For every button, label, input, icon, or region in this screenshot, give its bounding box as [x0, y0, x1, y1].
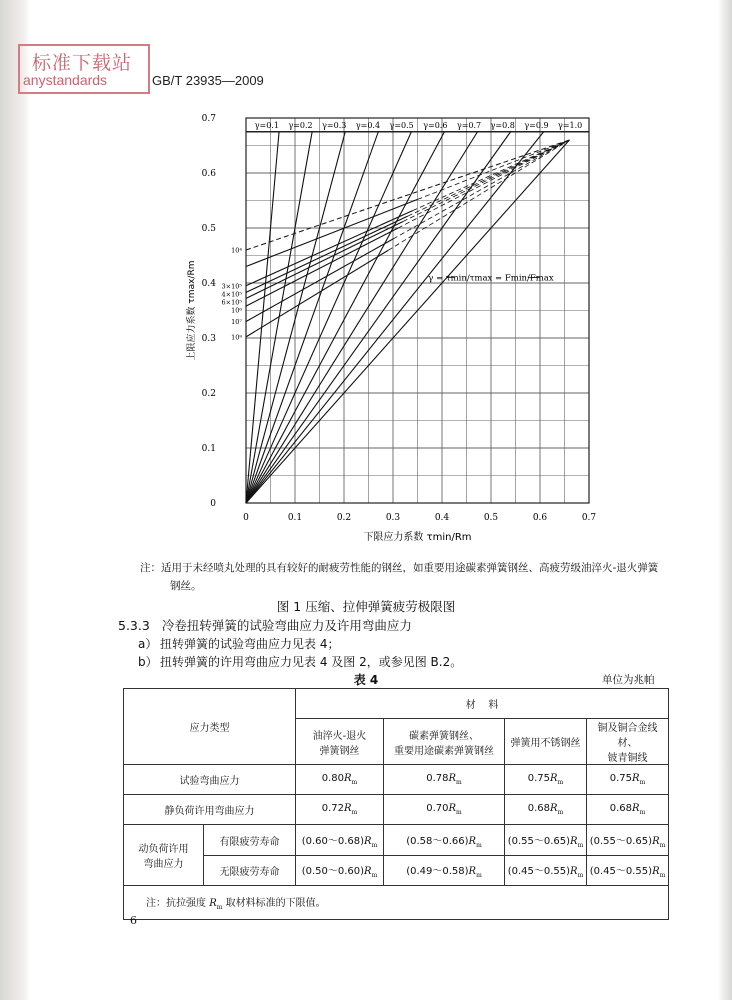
gamma-line [246, 132, 279, 503]
table-cell: $0.78R_m$ [384, 765, 505, 795]
y-tick-label: 0.5 [201, 224, 216, 234]
material-line: 重要用途碳素弹簧钢丝 [394, 745, 494, 757]
y-tick-label: 0 [210, 499, 216, 509]
table-note-row [124, 886, 669, 920]
table-cell: $0.80R_m$ [296, 765, 384, 795]
x-tick-label: 0.2 [336, 513, 352, 523]
page-number: 6 [130, 914, 137, 927]
gamma-line [246, 132, 444, 503]
cycle-label: 3×10⁵ [221, 282, 242, 291]
x-tick-label: 0.1 [287, 513, 303, 523]
list-item-text: 扭转弹簧的试验弯曲应力见表 4； [160, 637, 340, 651]
table-cell: $0.75R_m$ [587, 765, 669, 795]
list-item-a [138, 635, 339, 652]
table-cell: $0.70R_m$ [384, 795, 505, 825]
x-tick-label: 0.5 [483, 513, 499, 523]
table-cell: $(0.60\sim 0.68)R_m$ [296, 825, 384, 856]
figure-caption: 图 1 压缩、拉伸弹簧疲劳极限图 [276, 599, 456, 614]
table-note: 注：抗拉强度 $R_m$ 取材料标准的下限值。 [124, 886, 669, 920]
cycle-label: 10⁸ [231, 333, 242, 342]
gamma-line [246, 132, 478, 503]
cycle-line-dashed [403, 140, 570, 222]
list-item-label: b） [138, 655, 158, 669]
row-label: 试验弯曲应力 [124, 765, 296, 795]
figure-note-continuation: 钢丝。 [170, 580, 202, 592]
gamma-line [246, 132, 378, 503]
stamp-english-text: anystandards [23, 72, 108, 88]
section-heading [118, 616, 412, 634]
x-tick-label: 0.3 [385, 513, 401, 523]
gamma-label: γ=0.5 [389, 120, 414, 130]
cycle-line-dashed [388, 140, 569, 250]
material-line: 弹簧钢丝 [319, 745, 360, 757]
material-line: 弹簧用不锈钢丝 [510, 738, 581, 749]
table-cell: $(0.45\sim 0.55)R_m$ [587, 856, 669, 886]
y-tick-label: 0.7 [201, 114, 216, 124]
material-line: 铍青铜线 [607, 753, 648, 764]
y-tick-label: 0.1 [201, 444, 216, 454]
gamma-line [246, 132, 511, 503]
gamma-label: γ=0.4 [355, 120, 381, 130]
x-tick-label: 0 [243, 513, 249, 523]
table-cell: $(0.49\sim 0.58)R_m$ [384, 856, 505, 886]
y-tick-label: 0.6 [201, 169, 216, 179]
header-stress-type: 应力类型 [124, 689, 296, 765]
gamma-label: γ=0.7 [456, 120, 482, 130]
cycle-line-dashed [418, 140, 570, 199]
section-title: 冷卷扭转弹簧的试验弯曲应力及许用弯曲应力 [161, 618, 412, 633]
table-cell: $0.75R_m$ [505, 765, 587, 795]
table-cell: $(0.45\sim 0.55)R_m$ [505, 856, 587, 886]
material-header-cell [384, 719, 505, 765]
table-cell: $0.68R_m$ [505, 795, 587, 825]
gamma-label: γ=0.1 [254, 120, 279, 130]
cycle-label: 10⁷ [231, 318, 242, 326]
material-header-cell [587, 719, 669, 765]
gamma-line [246, 132, 411, 503]
cycle-label: 10⁴ [231, 246, 242, 255]
gamma-label: γ=0.6 [423, 120, 448, 130]
row-label: 静负荷许用弯曲应力 [124, 795, 296, 825]
y-tick-label: 0.3 [201, 334, 216, 344]
gamma-label: γ=0.8 [490, 120, 515, 130]
row-label: 无限疲劳寿命 [204, 856, 296, 886]
x-tick-label: 0.4 [434, 513, 450, 523]
table-cell: $(0.55\sim 0.65)R_m$ [587, 825, 669, 856]
gamma-label: γ=1.0 [558, 120, 583, 130]
cycle-label: 10⁶ [231, 306, 242, 315]
list-item-b [138, 653, 462, 670]
table-title: 表 4 [353, 673, 379, 687]
material-line: 碳素弹簧钢丝、 [409, 730, 479, 742]
y-tick-label: 0.2 [201, 389, 216, 399]
material-header-cell [296, 719, 384, 765]
figure-note [140, 559, 685, 595]
table-unit: 单位为兆帕 [602, 674, 655, 686]
dynamic-group-label: 动负荷许用 弯曲应力 [124, 825, 204, 886]
table-cell: $(0.58\sim 0.66)R_m$ [384, 825, 505, 856]
cycle-label: 4×10⁵ [221, 290, 242, 299]
y-tick-label: 0.4 [201, 279, 216, 289]
table-row [124, 765, 669, 795]
table-row [124, 856, 669, 886]
gamma-formula: γ = τmin/τmax = Fmin/Fmax [428, 273, 554, 284]
material-line: 铜及铜合金线材、 [597, 723, 658, 749]
table-cell: $0.68R_m$ [587, 795, 669, 825]
y-axis-label: 上限应力系数 τmax/Rm [187, 260, 197, 361]
gamma-label: γ=0.2 [288, 120, 313, 130]
x-tick-label: 0.7 [581, 513, 597, 523]
gamma-label: γ=0.9 [524, 120, 549, 130]
gamma-label: γ=0.3 [322, 120, 347, 130]
standard-code: GB/T 23935—2009 [152, 73, 264, 88]
table-cell: $(0.55\sim 0.65)R_m$ [505, 825, 587, 856]
table-cell: $(0.50\sim 0.60)R_m$ [296, 856, 384, 886]
section-number: 5.3.3 [118, 618, 150, 633]
stamp-chinese-text: 标准下载站 [32, 52, 133, 74]
x-tick-label: 0.6 [532, 513, 548, 523]
material-line: 油淬火-退火 [312, 730, 367, 742]
cycle-line-dashed [398, 140, 570, 228]
x-axis-label: 下限应力系数 τmin/Rm [363, 532, 472, 543]
list-item-label: a） [138, 637, 158, 651]
table-row [124, 825, 669, 856]
cycle-line-dashed [408, 140, 570, 216]
header-material: 材 料 [296, 689, 669, 719]
cycle-label: 6×10⁵ [221, 298, 242, 307]
table-cell: $0.72R_m$ [296, 795, 384, 825]
material-header-cell [505, 719, 587, 765]
table-row [124, 795, 669, 825]
list-item-text: 扭转弹簧的许用弯曲应力见表 4 及图 2，或参见图 B.2。 [160, 655, 463, 669]
row-label: 有限疲劳寿命 [204, 825, 296, 856]
table-4 [123, 688, 669, 920]
cycle-line-solid [246, 228, 398, 306]
gamma-line [246, 132, 544, 503]
figure-note-text: 注：适用于未经喷丸处理的具有较好的耐疲劳性能的钢丝，如重要用途碳素弹簧钢丝、高疲劳级油淬火-退火弹簧 [140, 562, 659, 574]
